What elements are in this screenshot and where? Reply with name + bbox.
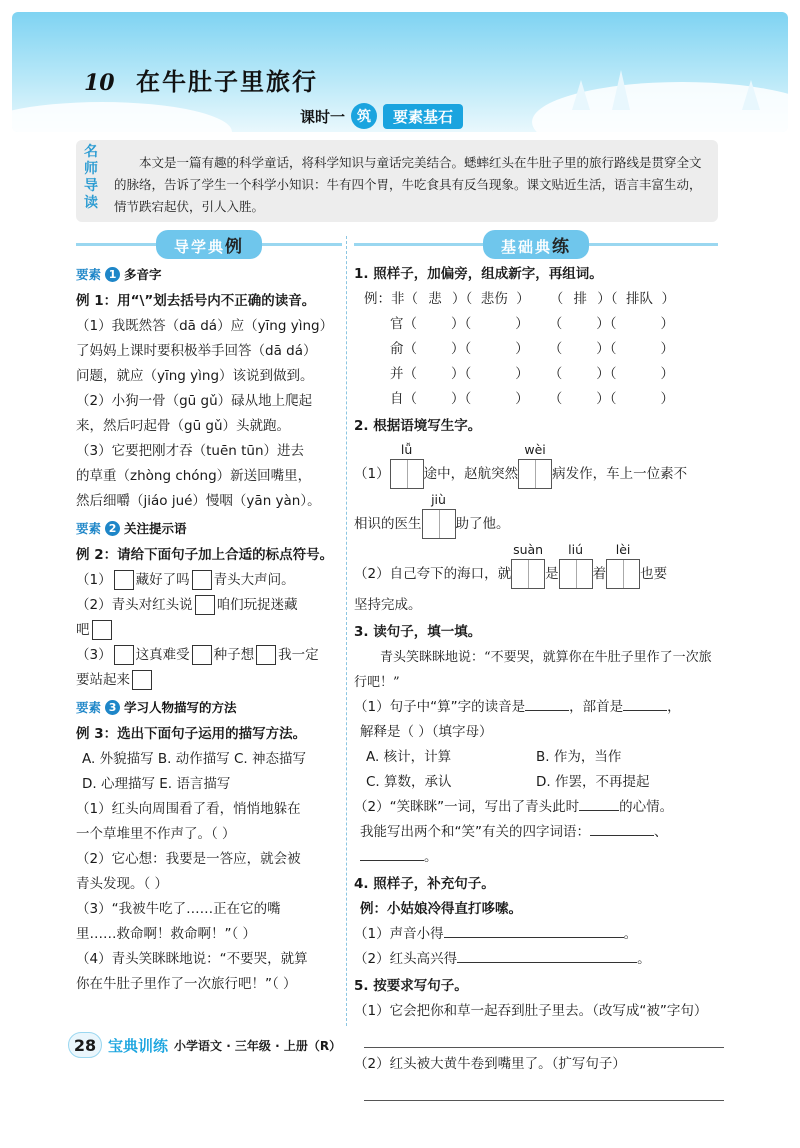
punct-box[interactable] — [92, 620, 112, 640]
answer-slot[interactable] — [471, 312, 515, 337]
pinyin-box[interactable] — [422, 492, 456, 539]
line: （2）它心想：我要是一答应，就会被 — [76, 851, 301, 867]
blank[interactable] — [623, 710, 667, 711]
table-text: ）（ — [596, 316, 617, 332]
char-table-row — [354, 362, 724, 387]
table-text: ）（ — [596, 341, 617, 357]
line: （2）红头被大黄牛卷到嘴里了。（扩写句子） — [354, 1056, 626, 1072]
t: （2）“笑眯眯”一词，写出了青头此时 — [354, 799, 580, 815]
example-2: 例 2：请给下面句子加上合适的标点符号。 — [76, 547, 334, 563]
line: 来，然后叼起骨（gū gǔ）头就跑。 — [76, 418, 291, 434]
line — [354, 442, 724, 493]
blank[interactable] — [457, 962, 637, 963]
table-text: （ — [548, 391, 563, 407]
sec-num: 1 — [105, 267, 120, 282]
line — [354, 542, 724, 593]
punct-box[interactable] — [114, 570, 134, 590]
t: 、 — [654, 824, 668, 840]
table-text: 并（ — [390, 366, 417, 382]
sec-num: 3 — [105, 700, 120, 715]
pinyin: lǚ — [400, 442, 413, 457]
line: 然后细嚼（jiáo jué）慢咽（yān yàn）。 — [76, 493, 321, 509]
char-table — [354, 287, 724, 412]
line — [76, 643, 342, 668]
t: 病发作，车上一位素不 — [552, 466, 688, 482]
t: 吧 — [76, 622, 90, 638]
table-text: ）（ — [452, 291, 473, 307]
char-table-row — [354, 337, 724, 362]
blank[interactable] — [579, 810, 619, 811]
table-text: ） — [515, 391, 529, 407]
answer-slot[interactable] — [417, 387, 451, 412]
answer-slot[interactable] — [562, 312, 596, 337]
sec-title: 关注提示语 — [124, 521, 187, 536]
pinyin-box[interactable] — [390, 442, 424, 489]
t: （1）句子中“算”字的读音是 — [354, 699, 526, 715]
example-3: 例 3：选出下面句子运用的描写方法。 — [76, 726, 307, 742]
table-text: ）（ — [596, 391, 617, 407]
line — [76, 568, 342, 593]
t: ， — [667, 699, 681, 715]
right-column-header — [354, 232, 718, 256]
answer-line[interactable] — [364, 1077, 724, 1101]
line: 解释是（ ）（填字母） — [360, 724, 493, 740]
answer-slot[interactable] — [417, 362, 451, 387]
t: 途中，赵航突然 — [423, 466, 519, 482]
column-divider — [346, 236, 347, 1026]
table-text: ） — [515, 316, 529, 332]
answer-slot[interactable] — [471, 337, 515, 362]
t: （2）红头高兴得 — [354, 951, 458, 967]
brand-logo: 宝典训练 — [108, 1036, 169, 1055]
line: （1）我既然答（dā dá）应（yīng yìng） — [76, 318, 334, 334]
sec-tag: 要素 — [76, 700, 102, 715]
line: 问题，就应（yīng yìng）该说到做到。 — [76, 368, 314, 384]
table-text: ）（ — [597, 291, 618, 307]
t: 着 — [592, 566, 607, 582]
line — [354, 795, 724, 820]
question-3: 3. 读句子，填一填。 — [354, 624, 482, 640]
answer-slot[interactable] — [471, 362, 515, 387]
t: （1） — [76, 572, 112, 588]
blank[interactable] — [590, 835, 654, 836]
t: 我能写出两个和“笑”有关的四字词语： — [360, 824, 590, 840]
page-footer — [68, 1032, 341, 1058]
zhu-badge: 筑 — [351, 103, 377, 129]
table-text: （ — [548, 366, 563, 382]
char-table-row — [354, 312, 724, 337]
answer-slot[interactable] — [562, 362, 596, 387]
tree-icon — [612, 70, 630, 110]
tree-icon — [742, 80, 760, 110]
guide-tag — [80, 144, 102, 212]
t: 的心情。 — [619, 799, 674, 815]
sec-tag: 要素 — [76, 267, 102, 282]
options: A. 外貌描写 B. 动作描写 C. 神态描写 — [82, 751, 307, 767]
options: D. 心理描写 E. 语言描写 — [82, 776, 231, 792]
table-text: ） — [660, 341, 674, 357]
line: （2）小狗一骨（gū gǔ）碌从地上爬起 — [76, 393, 313, 409]
keshi-label: 课时一 — [300, 107, 346, 126]
guide-tag-char: 读 — [84, 195, 98, 211]
line — [76, 618, 342, 643]
question-4: 4. 照样子，补充句子。 — [354, 876, 495, 892]
guide-text: 本文是一篇有趣的科学童话，将科学知识与童话完美结合。蟋蟀红头在牛肚子里的旅行路线是贯穿全文的脉络，告诉了学生一个科学小知识：牛有四个胃，牛吃食具有反刍现象。课文贴近生活，语言丰富生动，情节跌宕起伏，引人入胜。 — [114, 155, 702, 214]
line — [354, 947, 724, 972]
t: 我一定 — [278, 647, 319, 663]
tree-icon — [572, 80, 590, 110]
line: 里……救命啊！救命啊！”（ ） — [76, 926, 257, 942]
table-text: 例：非（ — [364, 291, 418, 307]
left-head-a: 导学典 — [173, 237, 225, 256]
punct-box[interactable] — [114, 645, 134, 665]
punct-box[interactable] — [192, 570, 212, 590]
t: 。 — [637, 951, 651, 967]
table-text: （ — [549, 291, 564, 307]
section-heading — [76, 262, 342, 287]
left-head-b: 例 — [225, 236, 244, 257]
line — [76, 593, 342, 618]
question-1: 1. 照样子，加偏旁，组成新字，再组词。 — [354, 266, 603, 282]
line — [354, 922, 724, 947]
table-text: ） — [515, 341, 529, 357]
table-text: ） — [516, 291, 530, 307]
answer-slot[interactable] — [417, 337, 451, 362]
table-text: ） — [515, 366, 529, 382]
table-text: ）（ — [451, 391, 472, 407]
answer-slot[interactable] — [562, 387, 596, 412]
t: 藏好了吗 — [135, 572, 190, 588]
line: （1）它会把你和草一起吞到肚子里去。（改写成“被”字句） — [354, 1003, 708, 1019]
t: 也要 — [640, 566, 668, 582]
line — [76, 668, 342, 693]
answer-slot[interactable] — [617, 362, 661, 387]
line: 了妈妈上课时要积极举手回答（dā dá） — [76, 343, 317, 359]
teacher-guide — [76, 140, 718, 222]
guide-tag-char: 师 — [84, 161, 98, 177]
line — [354, 845, 724, 870]
pinyin: wèi — [524, 442, 546, 457]
t: 种子想 — [213, 647, 255, 663]
right-head-a: 基础典 — [500, 237, 552, 256]
guide-tag-char: 导 — [84, 178, 98, 194]
table-text: ）（ — [451, 366, 472, 382]
line: 你在牛肚子里作了一次旅行吧！”（ ） — [76, 976, 297, 992]
pinyin: liú — [568, 542, 584, 557]
t: ，部首是 — [569, 699, 624, 715]
answer-slot[interactable]: 悲 — [428, 291, 442, 307]
option: B. 作为，当作 — [536, 749, 622, 765]
line: （3）它要把刚才吞（tuēn tūn）进去 — [76, 443, 304, 459]
sec-tag: 要素 — [76, 521, 102, 536]
t: （1） — [354, 466, 390, 482]
answer-line[interactable] — [364, 1024, 724, 1048]
answer-slot[interactable] — [562, 337, 596, 362]
line: （4）青头笑眯眯地说：“不要哭，就算 — [76, 951, 308, 967]
table-text: ） — [660, 391, 674, 407]
t: 咱们玩捉迷藏 — [216, 597, 298, 613]
t: （3） — [76, 647, 112, 663]
left-column — [76, 260, 342, 997]
char-table-row — [354, 387, 724, 412]
t: （1）声音小得 — [354, 926, 444, 942]
guide-tag-char: 名 — [84, 144, 98, 160]
options — [354, 745, 724, 795]
t: 青头大声问。 — [213, 572, 295, 588]
pinyin: lèi — [615, 542, 631, 557]
page-number: 28 — [68, 1032, 102, 1058]
t: 相识的医生 — [354, 516, 422, 532]
pinyin-box[interactable] — [518, 442, 552, 489]
section-heading — [76, 695, 342, 720]
sec-num: 2 — [105, 521, 120, 536]
t: 要站起来 — [76, 672, 130, 688]
table-text: 俞（ — [390, 341, 417, 357]
answer-slot[interactable]: 排 — [573, 291, 587, 307]
answer-slot[interactable] — [617, 387, 661, 412]
table-text: ） — [660, 316, 674, 332]
pinyin-box[interactable] — [559, 542, 593, 589]
book-info: 小学语文 · 三年级 · 上册（R） — [174, 1038, 342, 1053]
table-text: ） — [660, 366, 674, 382]
lesson-title: 在牛肚子里旅行 — [136, 68, 318, 96]
lesson-subbar — [300, 102, 463, 130]
question-5: 5. 按要求写句子。 — [354, 978, 468, 994]
pinyin: jiù — [431, 492, 446, 507]
blank[interactable] — [360, 860, 424, 861]
answer-slot[interactable]: 排队 — [626, 291, 653, 307]
table-text: 自（ — [390, 391, 417, 407]
punct-box[interactable] — [192, 645, 212, 665]
right-head-b: 练 — [552, 236, 571, 257]
line — [354, 695, 724, 720]
answer-slot[interactable] — [417, 312, 451, 337]
answer-slot[interactable] — [471, 387, 515, 412]
line: 坚持完成。 — [354, 597, 422, 613]
t: 助了他。 — [455, 516, 510, 532]
t: （2）青头对红头说 — [76, 597, 193, 613]
answer-slot[interactable]: 悲伤 — [480, 291, 508, 307]
section-label: 要素基石 — [383, 104, 463, 129]
table-text: ）（ — [451, 316, 472, 332]
table-text: ）（ — [596, 366, 617, 382]
option: C. 算数，承认 — [366, 774, 452, 790]
line: 的草重（zhòng chóng）新送回嘴里， — [76, 468, 312, 484]
line: （3）“我被牛吃了……正在它的嘴 — [76, 901, 281, 917]
t: （2）自己夸下的海口，就 — [354, 566, 512, 582]
question-2: 2. 根据语境写生字。 — [354, 418, 482, 434]
table-text: （ — [548, 316, 563, 332]
example-1: 例 1：用“\”划去括号内不正确的读音。 — [76, 293, 316, 309]
blank[interactable] — [525, 710, 569, 711]
t: 是 — [545, 566, 559, 582]
option: D. 作罢，不再提起 — [536, 774, 650, 790]
section-heading — [76, 516, 342, 541]
punct-box[interactable] — [195, 595, 215, 615]
line: 一个草堆里不作声了。（ ） — [76, 826, 236, 842]
t: 。 — [623, 926, 638, 942]
table-text: ）（ — [451, 341, 472, 357]
option: A. 核计，计算 — [366, 749, 452, 765]
quote: 青头笑眯眯地说：“不要哭，就算你在牛肚子里作了一次旅行吧！” — [354, 650, 712, 690]
lesson-number: 10 — [84, 70, 115, 96]
sec-title: 学习人物描写的方法 — [124, 700, 237, 715]
table-text: 官（ — [390, 316, 417, 332]
line: 青头发现。（ ） — [76, 876, 169, 892]
t: 。 — [424, 849, 438, 865]
table-text: （ — [548, 341, 563, 357]
answer-slot[interactable] — [617, 337, 661, 362]
char-table-row — [354, 287, 724, 312]
line — [354, 820, 724, 845]
right-column — [354, 260, 724, 1101]
punct-box[interactable] — [256, 645, 276, 665]
left-column-header — [76, 232, 342, 256]
snow-hill — [12, 102, 232, 132]
sec-title: 多音字 — [124, 267, 162, 282]
t: 这真难受 — [135, 647, 190, 663]
punct-box[interactable] — [132, 670, 152, 690]
line: （1）红头向周围看了看，悄悄地躲在 — [76, 801, 301, 817]
answer-slot[interactable] — [617, 312, 661, 337]
pinyin: suàn — [513, 542, 544, 557]
table-text: ） — [661, 291, 675, 307]
pinyin-box[interactable] — [511, 542, 545, 589]
example: 例：小姑娘冷得直打哆嗦。 — [360, 901, 522, 917]
blank[interactable] — [444, 937, 624, 938]
pinyin-box[interactable] — [606, 542, 640, 589]
